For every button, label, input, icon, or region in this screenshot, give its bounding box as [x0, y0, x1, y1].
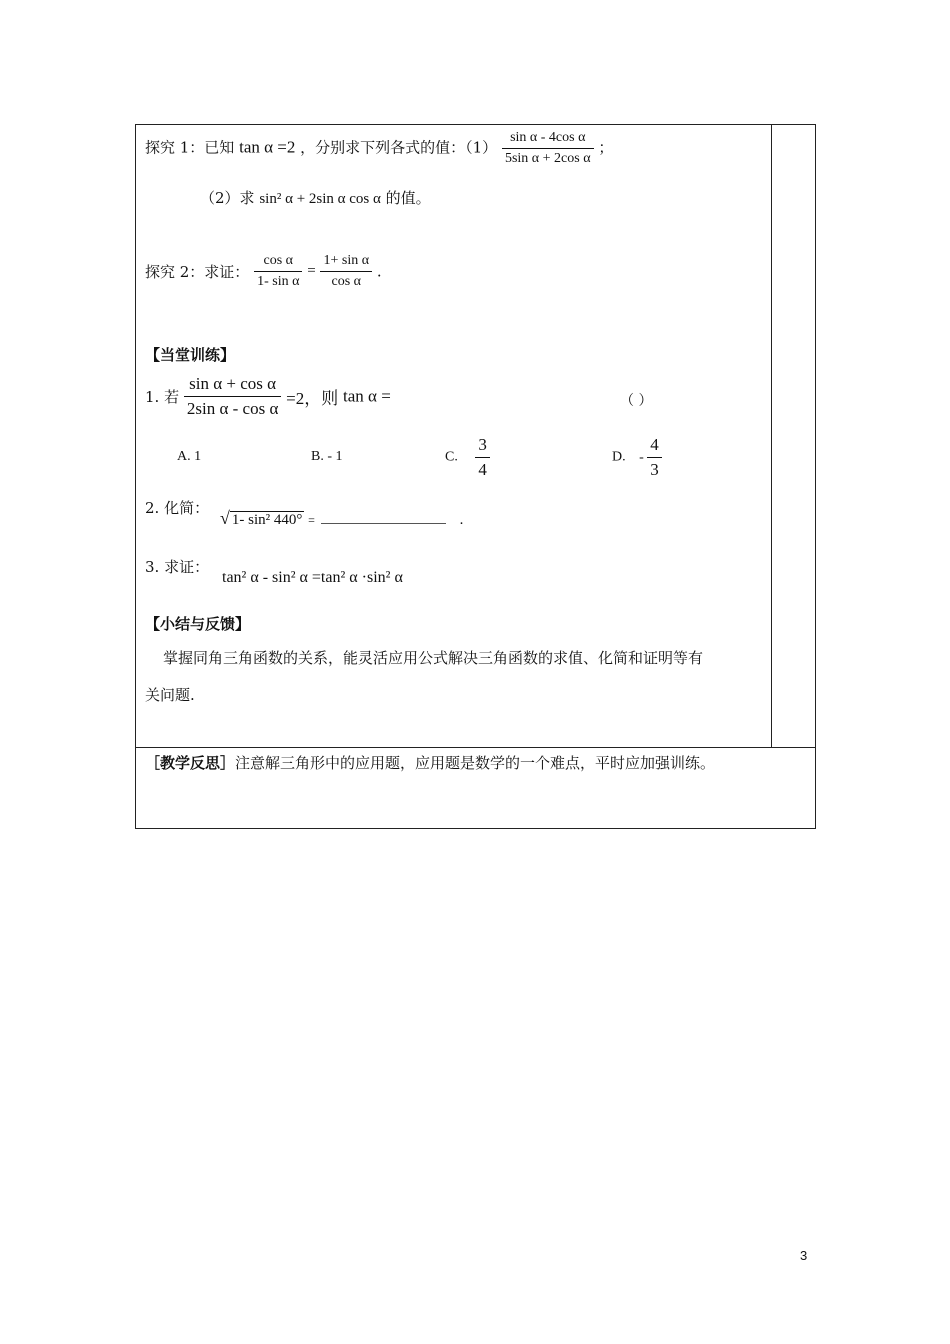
- practice-q3-label: 3. 求证：: [145, 558, 210, 576]
- option-b: [311, 449, 343, 465]
- explore2-lhs: [254, 253, 302, 290]
- q1-mid: =2，则: [286, 389, 339, 408]
- option-d-num: 4: [647, 435, 662, 458]
- q2-end: .: [459, 512, 464, 528]
- explore2-line: [145, 253, 382, 290]
- explore2-rhs: [320, 253, 372, 290]
- q1-frac-den: 2sin α - cos α: [186, 399, 279, 418]
- option-b-label: B.: [311, 449, 324, 464]
- explore1-line: [145, 130, 613, 167]
- table-column-divider: [771, 124, 772, 748]
- q2-eq: =: [308, 513, 315, 527]
- explore1-part2-prefix: （2）求: [200, 189, 255, 207]
- explore1-frac-num: sin α - 4cos α: [502, 130, 594, 149]
- summary-line-2: 关问题.: [145, 686, 195, 704]
- q1-answer-paren: （ ）: [620, 393, 653, 409]
- q1-expr: tan α =: [343, 386, 391, 406]
- reflection-row: [145, 752, 715, 773]
- explore2-lhs-den: 1- sin α: [257, 274, 300, 289]
- q2-answer-blank[interactable]: [321, 523, 446, 524]
- explore2-suffix: .: [376, 262, 382, 281]
- explore1-given: tan α =2: [239, 137, 296, 157]
- page-number: 3: [800, 1248, 808, 1263]
- option-d: [612, 435, 662, 480]
- explore1-part2-expr: sin² α + 2sin α cos α: [259, 191, 381, 207]
- option-c-num: 3: [475, 435, 490, 458]
- practice-q2-label: 2. 化简：: [145, 499, 210, 517]
- q1-fraction: [184, 374, 281, 419]
- practice-q3-expr: tan² α - sin² α =tan² α ·sin² α: [222, 569, 403, 586]
- explore1-suffix: ；: [598, 138, 614, 157]
- option-c: [445, 435, 490, 480]
- q1-label: 1. 若: [145, 388, 180, 406]
- explore2-prefix: 探究 2：求证：: [145, 263, 250, 281]
- explore2-eq: =: [307, 263, 316, 279]
- option-c-label: C.: [445, 449, 458, 465]
- reflection-label: ［教学反思］: [145, 754, 236, 772]
- explore1-prefix: 探究 1：已知: [145, 138, 235, 157]
- table-row-divider: [135, 747, 816, 748]
- explore1-part2-suffix: 的值。: [385, 189, 431, 207]
- explore2-rhs-num: 1+ sin α: [320, 253, 372, 272]
- explore1-fraction: [502, 130, 594, 167]
- explore2-lhs-num: cos α: [254, 253, 302, 272]
- option-d-label: D.: [612, 449, 626, 465]
- explore1-part2: [200, 187, 431, 208]
- option-c-den: 4: [478, 460, 487, 479]
- practice-q1: [145, 374, 391, 419]
- option-c-fraction: [475, 435, 490, 480]
- summary-heading: 【小结与反馈】: [145, 615, 251, 633]
- q2-radical: √: [220, 508, 230, 528]
- practice-heading: 【当堂训练】: [145, 346, 236, 364]
- explore1-mid: ，分别求下列各式的值：（1）: [300, 138, 498, 157]
- q1-frac-num: sin α + cos α: [184, 374, 281, 397]
- summary-line-1: 掌握同角三角函数的关系，能灵活应用公式解决三角函数的求值、化简和证明等有: [163, 649, 704, 667]
- option-d-sign: -: [639, 449, 644, 465]
- option-a: A. 1: [177, 449, 202, 464]
- option-d-fraction: [647, 435, 662, 480]
- q2-radicand: 1- sin² 440°: [231, 512, 303, 528]
- explore1-frac-den: 5sin α + 2cos α: [504, 151, 591, 166]
- reflection-text: 注意解三角形中的应用题，应用题是数学的一个难点，平时应加强训练。: [235, 754, 716, 772]
- explore2-rhs-den: cos α: [331, 274, 361, 289]
- option-d-den: 3: [650, 460, 659, 479]
- practice-q2-expr: [220, 508, 463, 529]
- option-b-value: - 1: [327, 449, 343, 464]
